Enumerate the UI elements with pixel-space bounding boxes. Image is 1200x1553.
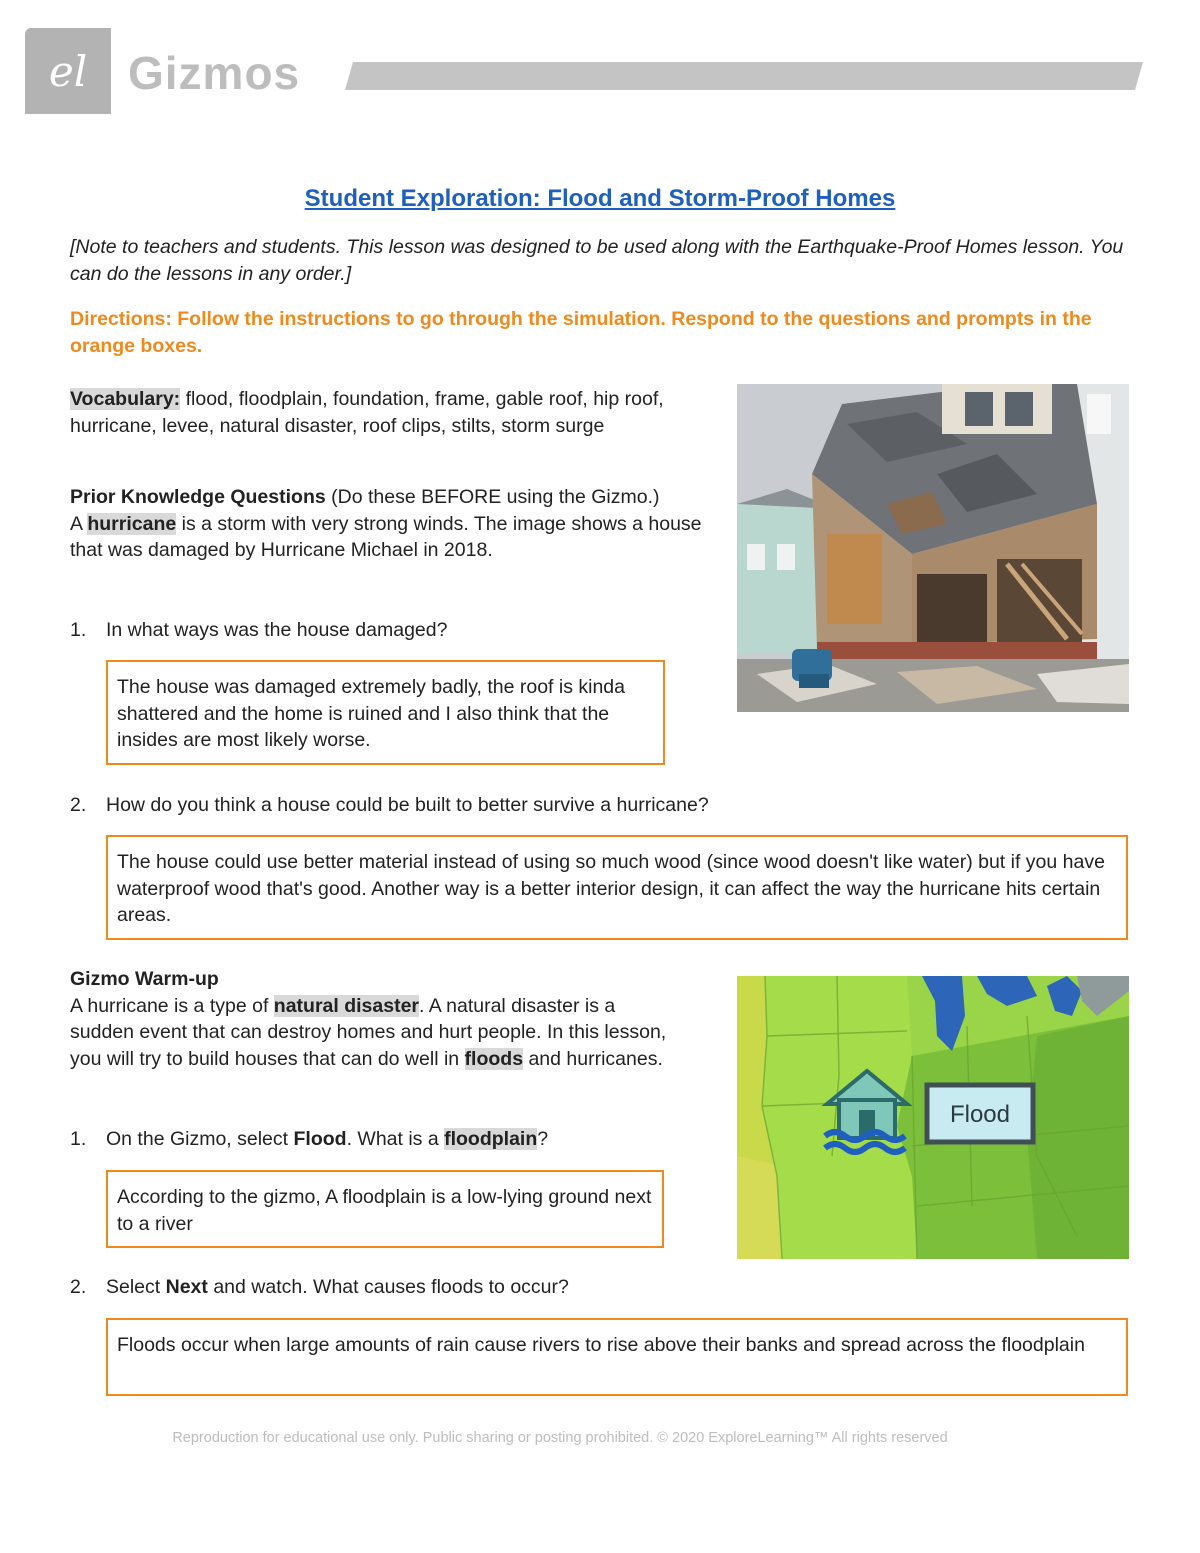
term-floodplain: floodplain <box>444 1128 538 1150</box>
header-bar <box>345 62 1143 90</box>
prior-knowledge-heading: Prior Knowledge Questions <box>70 486 326 508</box>
warmup-intro: A hurricane is a type of natural disaster. A natural disaster is a sudden event that can destroy homes and hurt people. In this lesson, you will try to build houses that can do well in floods and hurricanes. <box>70 994 667 1070</box>
page-title: Student Exploration: Flood and Storm-Proof Homes <box>304 185 896 212</box>
warmup-question-1: 1. On the Gizmo, select Flood. What is a floodplain? <box>70 1128 549 1150</box>
prior-question-2: 2. How do you think a house could be built to better survive a hurricane? <box>70 794 709 816</box>
flood-map-image <box>737 976 1129 1259</box>
answer-box-warmup-1[interactable]: According to the gizmo, A floodplain is a low-lying ground next to a river <box>106 1170 664 1248</box>
answer-box-prior-1[interactable]: The house was damaged extremely badly, the roof is kinda shattered and the home is ruined and I also think that the insides are most likely worse. <box>106 660 665 765</box>
term-floods: floods <box>464 1047 524 1070</box>
damaged-house-photo <box>737 384 1129 712</box>
prior-question-1: 1. In what ways was the house damaged? <box>70 619 448 641</box>
warmup-heading: Gizmo Warm-up <box>70 968 219 990</box>
logo-badge <box>25 28 111 114</box>
footer-copyright: Reproduction for educational use only. Public sharing or posting prohibited. © 2020 ExploreLearning™ All rights reserved <box>172 1430 948 1446</box>
directions: Directions: Follow the instructions to go through the simulation. Respond to the questions and prompts in the orange boxes. <box>70 308 1092 357</box>
vocabulary-label: Vocabulary: <box>70 388 181 410</box>
answer-box-warmup-2[interactable]: Floods occur when large amounts of rain cause rivers to rise above their banks and spread across the floodplain <box>106 1318 1128 1396</box>
vocabulary <box>70 386 720 439</box>
warmup-section <box>70 966 670 1072</box>
answer-box-prior-2[interactable]: The house could use better material instead of using so much wood (since wood doesn't like water) but if you have waterproof wood that's good. Another way is a better interior design, it can affect the way the hurricane hits certain areas. <box>106 835 1128 940</box>
prior-knowledge-section <box>70 484 720 564</box>
warmup-question-2: 2. Select Next and watch. What causes floods to occur? <box>70 1276 569 1298</box>
map-flood-label: Flood <box>949 1101 1011 1128</box>
prior-knowledge-heading-line <box>70 484 720 511</box>
svg-text:el: el <box>48 47 88 96</box>
vocabulary-terms: flood, floodplain, foundation, frame, gable roof, hip roof, hurricane, levee, natural disaster, roof clips, stilts, storm surge <box>70 388 664 437</box>
prior-knowledge-note: (Do these BEFORE using the Gizmo.) <box>325 486 660 508</box>
term-natural-disaster: natural disaster <box>273 994 420 1017</box>
explorelearning-logo-icon <box>25 28 111 114</box>
prior-knowledge-intro: A hurricane is a storm with very strong winds. The image shows a house that was damaged by Hurricane Michael in 2018. <box>70 512 702 561</box>
teacher-note: [Note to teachers and students. This lesson was designed to be used along with the Earthquake-Proof Homes lesson. You can do the lessons in any order.] <box>70 236 1124 285</box>
brand-name: Gizmos <box>128 47 301 99</box>
term-hurricane: hurricane <box>87 512 177 535</box>
